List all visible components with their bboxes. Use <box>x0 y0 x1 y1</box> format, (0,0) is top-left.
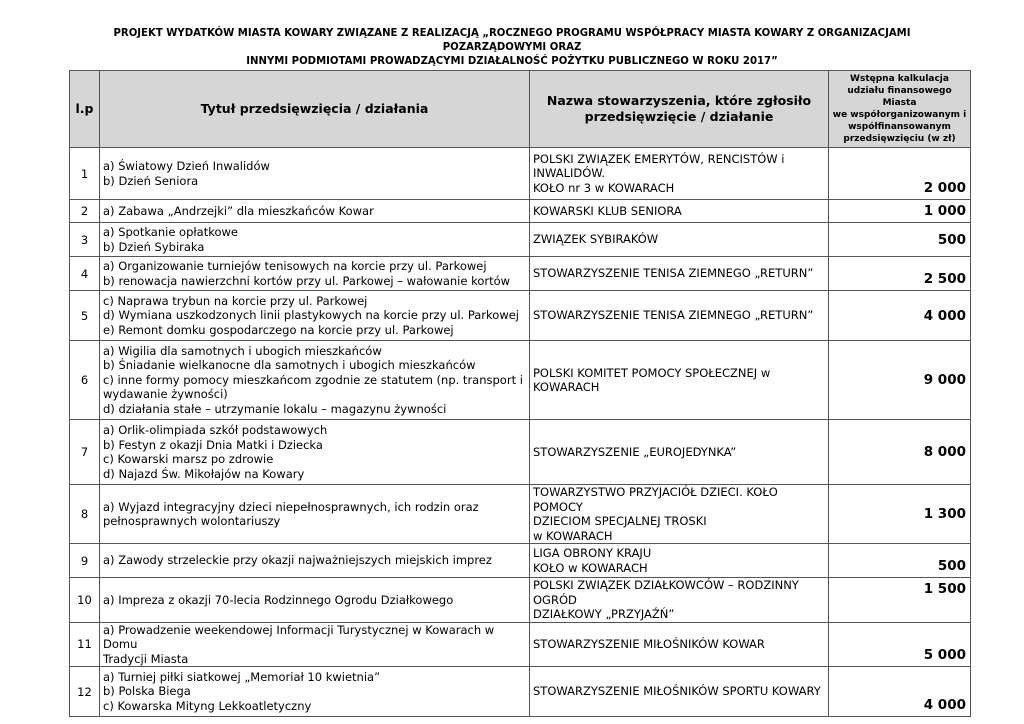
project-title-cell <box>100 485 530 544</box>
project-title-line: a) Wyjazd integracyjny dzieci niepełnosprawnych, ich rodzin oraz <box>103 499 479 514</box>
organization-line: TOWARZYSTWO PRZYJACIÓŁ DZIECI. KOŁO POMOCY <box>533 485 782 514</box>
page-title-line-1: PROJEKT WYDATKÓW MIASTA KOWARY ZWIĄZANE Z REALIZACJĄ „ROCZNEGO PROGRAMU WSPÓŁPRACY MIASTA KOWARY Z ORGANIZACJAMI POZARZĄDOWYMI ORAZ <box>113 26 911 53</box>
organization-cell <box>530 223 829 257</box>
project-title-line: c) Kowarski marsz po zdrowie <box>103 452 274 466</box>
project-title-cell <box>100 291 530 341</box>
organization-cell <box>530 257 829 291</box>
row-number: 10 <box>70 578 100 623</box>
project-title-cell <box>100 667 530 717</box>
row-number: 3 <box>70 223 100 257</box>
project-title-line: a) Zabawa „Andrzejki” dla mieszkańców Kowar <box>103 203 374 218</box>
column-header-amount <box>829 71 971 148</box>
project-title-line: d) Wymiana uszkodzonych linii plastykowych na korcie przy ul. Parkowej <box>103 308 519 323</box>
amount-cell: 9 000 <box>829 341 971 420</box>
organization-cell <box>530 200 829 223</box>
column-header-amount-line: we współorganizowanym i <box>832 110 967 120</box>
organization-line: LIGA OBRONY KRAJU <box>533 546 652 560</box>
row-number: 1 <box>70 148 100 200</box>
project-title-line: wydawanie żywności) <box>103 387 228 402</box>
project-title-cell <box>100 420 530 485</box>
table-header-row <box>70 71 971 148</box>
organization-line: KOŁO w KOWARACH <box>533 560 648 575</box>
project-title-line: a) Organizowanie turniejów tenisowych na korcie przy ul. Parkowej <box>103 259 487 273</box>
organization-cell <box>530 622 829 667</box>
organization-line: POLSKI ZWIĄZEK DZIAŁKOWCÓW – RODZINNY OGRÓD <box>533 578 803 607</box>
column-header-title: Tytuł przedsięwzięcia / działania <box>100 71 530 148</box>
organization-cell <box>530 291 829 341</box>
organization-line: KOWARSKI KLUB SENIORA <box>533 203 682 218</box>
project-title-line: d) działania stałe – utrzymanie lokalu – magazynu żywności <box>103 401 447 416</box>
column-header-organization-line: Nazwa stowarzyszenia, które zgłosiło <box>546 93 812 108</box>
amount-cell: 500 <box>829 544 971 578</box>
amount-cell: 5 000 <box>829 622 971 667</box>
table-row <box>70 622 971 667</box>
organization-line: DZIAŁKOWY „PRZYJAŹŃ” <box>533 607 675 621</box>
project-title-line: pełnosprawnych wolontariuszy <box>103 514 281 528</box>
page-title <box>78 26 946 68</box>
project-title-line: e) Remont domku gospodarczego na korcie przy ul. Parkowej <box>103 322 454 337</box>
column-header-amount-line: przedsięwzięciu (w zł) <box>843 134 956 144</box>
project-title-cell <box>100 341 530 420</box>
row-number: 7 <box>70 420 100 485</box>
organization-line: POLSKI ZWIĄZEK EMERYTÓW, RENCISTÓW i <box>533 151 785 166</box>
project-title-line: a) Zawody strzeleckie przy okazji najważniejszych miejskich imprez <box>103 553 492 568</box>
table-row <box>70 420 971 485</box>
row-number: 5 <box>70 291 100 341</box>
project-title-line: d) Najazd Św. Mikołajów na Kowary <box>103 466 305 481</box>
project-title-line: b) Festyn z okazji Dnia Matki i Dziecka <box>103 437 323 452</box>
project-title-cell <box>100 200 530 223</box>
project-title-cell <box>100 544 530 578</box>
column-header-organization <box>530 71 829 148</box>
organization-cell <box>530 420 829 485</box>
project-title-cell <box>100 223 530 257</box>
amount-cell: 8 000 <box>829 420 971 485</box>
project-title-line: b) Śniadanie wielkanocne dla samotnych i ubogich mieszkańców <box>103 358 476 373</box>
row-number: 8 <box>70 485 100 544</box>
amount-cell: 2 000 <box>829 148 971 200</box>
table-row <box>70 667 971 717</box>
organization-cell <box>530 485 829 544</box>
table-row <box>70 223 971 257</box>
column-header-amount-line: udziału finansowego Miasta <box>847 86 955 108</box>
expenditure-table <box>69 70 971 717</box>
column-header-amount-line: współfinansowanym <box>848 122 951 132</box>
organization-line: DZIECIOM SPECJALNEJ TROSKI <box>533 514 707 528</box>
organization-cell <box>530 667 829 717</box>
row-number: 4 <box>70 257 100 291</box>
page-title-line-2: INNYMI PODMIOTAMI PROWADZĄCYMI DZIAŁALNOŚĆ POŻYTKU PUBLICZNEGO W ROKU 2017” <box>246 54 778 67</box>
organization-cell <box>530 578 829 623</box>
organization-line: ZWIĄZEK SYBIRAKÓW <box>533 232 659 247</box>
organization-line: KOŁO nr 3 w KOWARACH <box>533 180 675 195</box>
amount-cell: 4 000 <box>829 667 971 717</box>
column-header-lp: l.p <box>70 71 100 148</box>
organization-line: STOWARZYSZENIE MIŁOŚNIKÓW SPORTU KOWARY <box>533 684 821 699</box>
row-number: 6 <box>70 341 100 420</box>
table-row <box>70 544 971 578</box>
table-row <box>70 291 971 341</box>
organization-cell <box>530 341 829 420</box>
project-title-line: a) Spotkanie opłatkowe <box>103 225 238 239</box>
column-header-amount-line: Wstępna kalkulacja <box>850 74 949 84</box>
project-title-cell <box>100 257 530 291</box>
organization-line: STOWARZYSZENIE TENISA ZIEMNEGO „RETURN” <box>533 308 814 323</box>
project-title-line: b) Dzień Seniora <box>103 173 199 188</box>
amount-cell: 1 500 <box>829 578 971 623</box>
project-title-line: c) inne formy pomocy mieszkańcom zgodnie ze statutem (np. transport i <box>103 372 523 387</box>
project-title-line: b) Dzień Sybiraka <box>103 239 205 254</box>
row-number: 12 <box>70 667 100 717</box>
project-title-line: c) Naprawa trybun na korcie przy ul. Parkowej <box>103 293 368 308</box>
row-number: 11 <box>70 622 100 667</box>
project-title-line: b) renowacja nawierzchni kortów przy ul. Parkowej – wałowanie kortów <box>103 273 511 288</box>
table-row <box>70 148 971 200</box>
column-header-organization-line: przedsięwzięcie / działanie <box>584 109 774 124</box>
organization-line: STOWARZYSZENIE TENISA ZIEMNEGO „RETURN” <box>533 266 814 281</box>
project-title-line: a) Wigilia dla samotnych i ubogich mieszkańców <box>103 343 382 358</box>
row-number: 9 <box>70 544 100 578</box>
organization-line: POLSKI KOMITET POMOCY SPOŁECZNEJ w KOWARACH <box>533 365 774 394</box>
table-row <box>70 341 971 420</box>
table-body <box>70 148 971 717</box>
organization-line: STOWARZYSZENIE „EUROJEDYNKA” <box>533 444 737 459</box>
organization-line: STOWARZYSZENIE MIŁOŚNIKÓW KOWAR <box>533 637 765 651</box>
project-title-line: a) Impreza z okazji 70-lecia Rodzinnego Ogrodu Działkowego <box>103 592 454 607</box>
organization-cell <box>530 544 829 578</box>
amount-cell: 4 000 <box>829 291 971 341</box>
organization-line: w KOWARACH <box>533 528 613 543</box>
amount-cell: 1 000 <box>829 200 971 223</box>
amount-cell: 500 <box>829 223 971 257</box>
project-title-line: a) Turniej piłki siatkowej „Memoriał 10 kwietnia” <box>103 669 381 684</box>
project-title-line: b) Polska Biega <box>103 684 191 699</box>
project-title-cell <box>100 578 530 623</box>
project-title-line: a) Prowadzenie weekendowej Informacji Turystycznej w Kowarach w Domu <box>103 622 498 651</box>
project-title-line: a) Światowy Dzień Inwalidów <box>103 159 270 173</box>
amount-cell: 2 500 <box>829 257 971 291</box>
table-row <box>70 578 971 623</box>
project-title-line: c) Kowarska Mityng Lekkoatletyczny <box>103 698 312 713</box>
organization-cell <box>530 148 829 200</box>
amount-cell: 1 300 <box>829 485 971 544</box>
table-row <box>70 200 971 223</box>
project-title-cell <box>100 148 530 200</box>
project-title-cell <box>100 622 530 667</box>
project-title-line: a) Orlik-olimpiada szkół podstawowych <box>103 423 328 437</box>
organization-line: INWALIDÓW. <box>533 166 606 181</box>
table-row <box>70 485 971 544</box>
table-row <box>70 257 971 291</box>
project-title-line: Tradycji Miasta <box>103 651 189 666</box>
row-number: 2 <box>70 200 100 223</box>
